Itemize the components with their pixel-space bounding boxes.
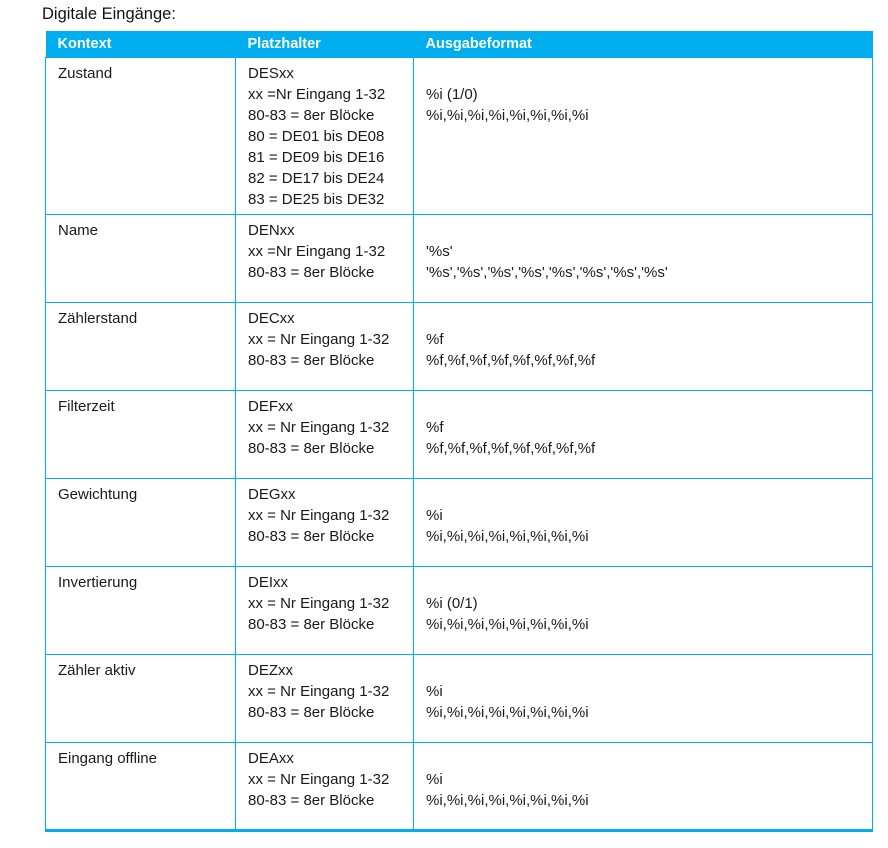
kontext-cell: Eingang offline xyxy=(46,742,236,830)
cell-line: %i (1/0) xyxy=(426,85,478,103)
cell-line: %i xyxy=(426,682,443,700)
cell-line xyxy=(426,572,866,593)
header-kontext: Kontext xyxy=(46,31,236,57)
cell-line: '%s' xyxy=(426,242,453,260)
cell-line: %i xyxy=(426,506,443,524)
table-header-row xyxy=(46,31,873,57)
cell-line: %i,%i,%i,%i,%i,%i,%i,%i xyxy=(426,527,589,545)
cell-line: 80-83 = 8er Blöcke xyxy=(248,703,375,721)
cell-line: 81 = DE09 bis DE16 xyxy=(248,148,385,166)
header-platzhalter: Platzhalter xyxy=(236,31,414,57)
ausgabeformat-cell xyxy=(414,214,873,302)
kontext-cell: Zähler aktiv xyxy=(46,654,236,742)
cell-line: DEZxx xyxy=(248,661,293,679)
cell-line: DENxx xyxy=(248,221,295,239)
platzhalter-cell xyxy=(236,390,414,478)
table-row xyxy=(46,654,873,742)
cell-line: DEGxx xyxy=(248,485,296,503)
cell-line: %i,%i,%i,%i,%i,%i,%i,%i xyxy=(426,615,589,633)
cell-line xyxy=(426,63,866,84)
platzhalter-cell xyxy=(236,214,414,302)
cell-line: '%s','%s','%s','%s','%s','%s','%s','%s' xyxy=(426,263,668,281)
cell-line: %i,%i,%i,%i,%i,%i,%i,%i xyxy=(426,703,589,721)
cell-line: %f xyxy=(426,418,444,436)
cell-line: 82 = DE17 bis DE24 xyxy=(248,169,385,187)
cell-line: 80-83 = 8er Blöcke xyxy=(248,527,375,545)
cell-line: %i,%i,%i,%i,%i,%i,%i,%i xyxy=(426,106,589,124)
platzhalter-cell xyxy=(236,302,414,390)
kontext-cell: Invertierung xyxy=(46,566,236,654)
cell-line xyxy=(426,748,866,769)
cell-line: 80-83 = 8er Blöcke xyxy=(248,791,375,809)
cell-line: xx = Nr Eingang 1-32 xyxy=(248,770,390,788)
cell-line: DEAxx xyxy=(248,749,294,767)
ausgabeformat-cell xyxy=(414,390,873,478)
cell-line xyxy=(426,660,866,681)
table-row xyxy=(46,390,873,478)
cell-line: %f xyxy=(426,330,444,348)
platzhalter-cell xyxy=(236,566,414,654)
cell-line: 80-83 = 8er Blöcke xyxy=(248,615,375,633)
table-row xyxy=(46,214,873,302)
cell-line: DEFxx xyxy=(248,397,293,415)
ausgabeformat-cell xyxy=(414,302,873,390)
ausgabeformat-cell xyxy=(414,57,873,214)
table-row xyxy=(46,302,873,390)
kontext-cell: Gewichtung xyxy=(46,478,236,566)
cell-line xyxy=(426,308,866,329)
table-row xyxy=(46,742,873,830)
cell-line: DESxx xyxy=(248,64,294,82)
cell-line: DECxx xyxy=(248,309,295,327)
kontext-cell: Zählerstand xyxy=(46,302,236,390)
page-title: Digitale Eingänge: xyxy=(42,5,176,23)
platzhalter-cell xyxy=(236,478,414,566)
ausgabeformat-cell xyxy=(414,566,873,654)
kontext-cell: Name xyxy=(46,214,236,302)
cell-line: 80 = DE01 bis DE08 xyxy=(248,127,385,145)
platzhalter-cell xyxy=(236,742,414,830)
header-ausgabeformat: Ausgabeformat xyxy=(414,31,873,57)
cell-line: %i (0/1) xyxy=(426,594,478,612)
ausgabeformat-cell xyxy=(414,742,873,830)
cell-line: 80-83 = 8er Blöcke xyxy=(248,106,375,124)
cell-line: xx = Nr Eingang 1-32 xyxy=(248,330,390,348)
cell-line: %i xyxy=(426,770,443,788)
cell-line: 83 = DE25 bis DE32 xyxy=(248,190,385,208)
cell-line: %f,%f,%f,%f,%f,%f,%f,%f xyxy=(426,351,596,369)
cell-line: 80-83 = 8er Blöcke xyxy=(248,263,375,281)
cell-line xyxy=(426,484,866,505)
cell-line: 80-83 = 8er Blöcke xyxy=(248,351,375,369)
cell-line xyxy=(426,220,866,241)
platzhalter-cell xyxy=(236,57,414,214)
cell-line: %f,%f,%f,%f,%f,%f,%f,%f xyxy=(426,439,596,457)
cell-line: xx =Nr Eingang 1-32 xyxy=(248,85,386,103)
cell-line: 80-83 = 8er Blöcke xyxy=(248,439,375,457)
ausgabeformat-cell xyxy=(414,654,873,742)
cell-line: %i,%i,%i,%i,%i,%i,%i,%i xyxy=(426,791,589,809)
table-row xyxy=(46,478,873,566)
cell-line: xx = Nr Eingang 1-32 xyxy=(248,418,390,436)
cell-line xyxy=(426,396,866,417)
cell-line: DEIxx xyxy=(248,573,289,591)
ausgabeformat-cell xyxy=(414,478,873,566)
digital-inputs-table xyxy=(45,31,873,832)
table-row xyxy=(46,57,873,214)
cell-line: xx = Nr Eingang 1-32 xyxy=(248,594,390,612)
cell-line: xx = Nr Eingang 1-32 xyxy=(248,506,390,524)
kontext-cell: Zustand xyxy=(46,57,236,214)
platzhalter-cell xyxy=(236,654,414,742)
kontext-cell: Filterzeit xyxy=(46,390,236,478)
table-body xyxy=(46,57,873,830)
cell-line: xx = Nr Eingang 1-32 xyxy=(248,682,390,700)
cell-line: xx =Nr Eingang 1-32 xyxy=(248,242,386,260)
table-row xyxy=(46,566,873,654)
